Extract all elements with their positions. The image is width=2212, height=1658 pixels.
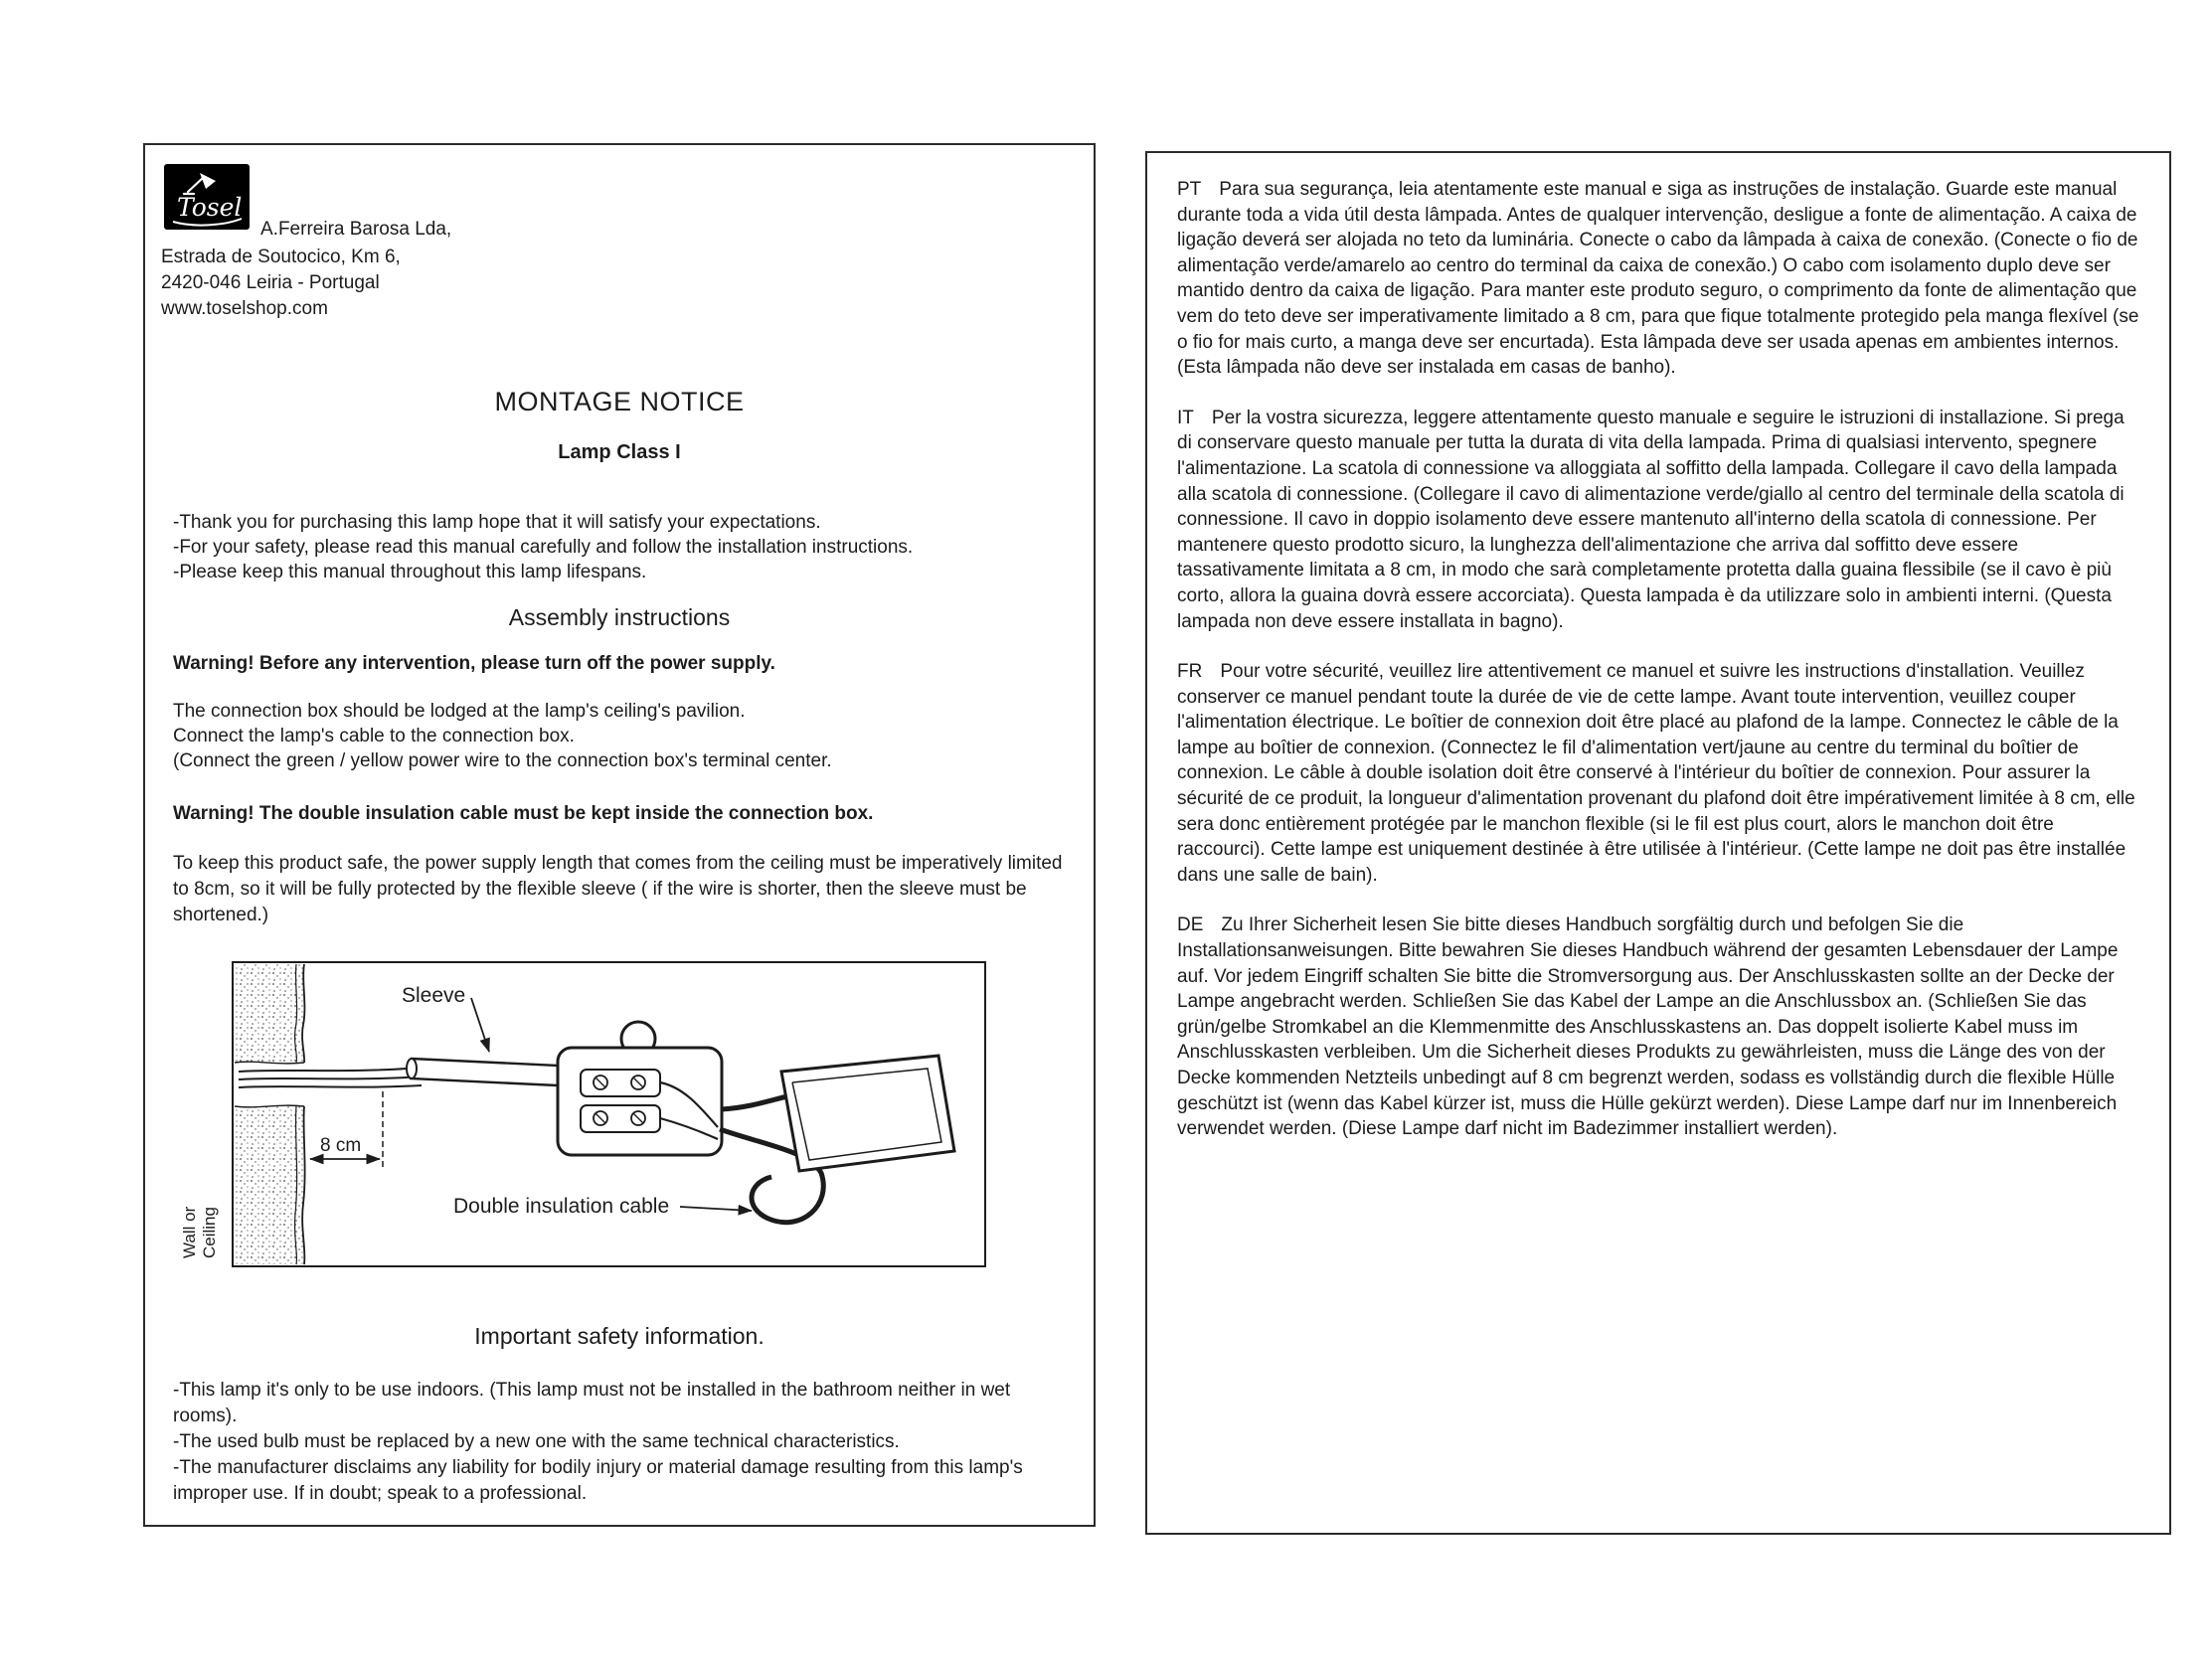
warning-power-supply: Warning! Before any intervention, please turn off the power supply. [173,653,775,674]
website-url: www.toselshop.com [161,298,328,319]
company-address [161,245,401,322]
company-name: A.Ferreira Barosa Lda, [260,219,452,240]
box-cover [781,1056,954,1171]
lamp-icon [164,164,250,230]
intro-line: -Thank you for purchasing this lamp hope that it will satisfy your expectations. [173,512,821,533]
section-fr [1177,659,2139,888]
lang-code-pt: PT [1177,179,1202,200]
intro-paragraph [173,510,1070,584]
safety-item: -The manufacturer disclaims any liability for bodily injury or material damage resulting from this lamp's improper use. If in doubt; speak to a professional. [173,1457,1023,1504]
section-fr-text: Pour votre sécurité, veuillez lire attentivement ce manuel et suivre les instructions d'installation. Veuillez conserver ce manuel pendant toute la durée de vie de cette lampe. Avant toute intervention, veuillez couper l'alimentation électrique. Le boîtier de connexion doit être placé au plafond de la lampe. Connectez le câble de la lampe au boîtier de connexion. (Connectez le fil d'alimentation vert/jaune au centre du terminal du boîtier de connexion. Le câble à double isolation doit être conservé à l'intérieur du boîtier de connexion. Pour assurer la sécurité de ce produit, la longueur d'alimentation provenant du plafond doit être impérativement limitée à 8 cm, elle sera donc entièrement protégée par le manchon flexible (si le fil est plus court, alors le manchon doit être raccourci). Cette lampe est uniquement destinée à être utilisée à l'intérieur. (Cette lampe ne doit pas être installée dans une salle de bain). [1177,661,2135,886]
page-translations [1145,151,2171,1535]
assembly-line: Connect the lamp's cable to the connection box. [173,726,575,746]
section-it-text: Per la vostra sicurezza, leggere attentamente questo manuale e seguire le istruzioni di installazione. Si prega di conservare questo manuale per tutta la durata di vita della lampada. Prima di qualsiasi intervento, spegnere l'alimentazione. La scatola di connessione va alloggiata al soffitto della lampada. Collegare il cavo della lampada alla scatola di connessione. (Collegare il cavo di alimentazione verde/giallo al centro del terminale della scatola di connessione. Il cavo in doppio isolamento deve essere mantenuto all'interno della scatola di connessione. Per mantenere questo prodotto sicuro, la lunghezza dell'alimentazione che arriva dal soffitto deve essere tassativamente limitata a 8 cm, in modo che sarà completamente protetta dalla guaina flessibile (se il cavo è più corto, allora la guaina dovrà essere accorciata). Questa lampada è da utilizzare solo in ambienti interni. (Questa lampada non deve essere installata in bagno). [1177,407,2125,632]
length-limit-paragraph: To keep this product safe, the power supply length that comes from the ceiling must be imperatively limited to 8cm, so it will be fully protected by the flexible sleeve ( if the wire is shorter, then the sleeve must be shortened.) [173,853,1063,925]
cable-label: Double insulation cable [453,1195,670,1218]
assembly-line: (Connect the green / yellow power wire to the connection box's terminal center. [173,750,832,771]
intro-line: -Please keep this manual throughout this lamp lifespans. [173,562,647,582]
page-english [143,143,1096,1527]
address-line-1: Estrada de Soutocico, Km 6, [161,247,401,267]
assembly-instructions [173,699,1070,773]
assembly-heading: Assembly instructions [508,604,731,630]
installation-diagram [173,960,1023,1268]
section-de [1177,912,2139,1141]
lang-code-it: IT [1177,407,1194,428]
address-line-2: 2420-046 Leiria - Portugal [161,272,380,293]
section-pt-text: Para sua segurança, leia atentamente este manual e siga as instruções de instalação. Guarde este manual durante toda a vida útil desta lâmpada. Antes de qualquer intervenção, desligue a fonte de alimentação. A caixa de ligação deverá ser alojada no teto da luminária. Conecte o cabo da lâmpada à caixa de conexão. (Conecte o fio de alimentação verde/amarelo ao centro do terminal da caixa de conexão.) O cabo com isolamento duplo deve ser mantido dentro da caixa de ligação. Para manter este produto seguro, o comprimento da fonte de alimentação que vem do teto deve ser imperativamente limitado a 8 cm, para que fique totalmente protegido pela manga flexível (se o fio for mais curto, a manga deve ser encurtada). Esta lâmpada deve ser usada apenas em ambientes internos. (Esta lâmpada não deve ser instalada em casas de banho). [1177,179,2139,379]
assembly-line: The connection box should be lodged at the lamp's ceiling's pavilion. [173,701,746,722]
wall-cross-section [235,964,305,1264]
tosel-logo [164,164,250,230]
lang-code-de: DE [1177,914,1204,936]
intro-line: -For your safety, please read this manual carefully and follow the installation instructions. [173,537,914,558]
dimension-label: 8 cm [320,1135,362,1156]
lang-code-fr: FR [1177,661,1203,683]
sleeve-label: Sleeve [402,984,466,1007]
safety-item: -The used bulb must be replaced by a new one with the same technical characteristics. [173,1431,900,1452]
wall-label-line1: Wall or [180,1206,199,1258]
wall-label-line2: Ceiling [200,1207,219,1258]
safety-list [173,1378,1070,1507]
warning-double-insulation: Warning! The double insulation cable must be kept inside the connection box. [173,803,874,824]
section-de-text: Zu Ihrer Sicherheit lesen Sie bitte dieses Handbuch sorgfältig durch und befolgen Sie die Installationsanweisungen. Bitte bewahren Sie dieses Handbuch während der gesamten Lebensdauer der Lampe auf. Vor jedem Eingriff schalten Sie bitte die Stromversorgung aus. Der Anschlusskasten sollte an der Decke der Lampe angebracht werden. Schließen Sie das Kabel der Lampe an die Anschlussbox an. (Schließen Sie das grün/gelbe Stromkabel an die Klemmenmitte des Anschlusskastens an. Das doppelt isolierte Kabel muss im Anschlusskasten verbleiben. Um die Sicherheit dieses Produkts zu gewährleisten, muss die Länge des von der Decke kommenden Netzteils unbedingt auf 8 cm begrenzt werden, sodass es vollständig durch die flexible Hülle geschützt ist (wenn das Kabel kürzer ist, muss die Hülle gekürzt werden). Diese Lampe darf nur im Innenbereich verwendet werden. (Diese Lampe darf nicht im Badezimmer installiert werden). [1177,914,2119,1140]
lamp-class-subtitle: Lamp Class I [558,441,681,463]
logo-word: Tosel [177,193,243,222]
section-pt [1177,177,2139,381]
page-title: MONTAGE NOTICE [494,387,745,416]
safety-item: -This lamp it's only to be use indoors. (This lamp must not be installed in the bathroom neither in wet rooms). [173,1380,1011,1426]
section-it [1177,406,2139,634]
safety-heading: Important safety information. [474,1323,765,1349]
